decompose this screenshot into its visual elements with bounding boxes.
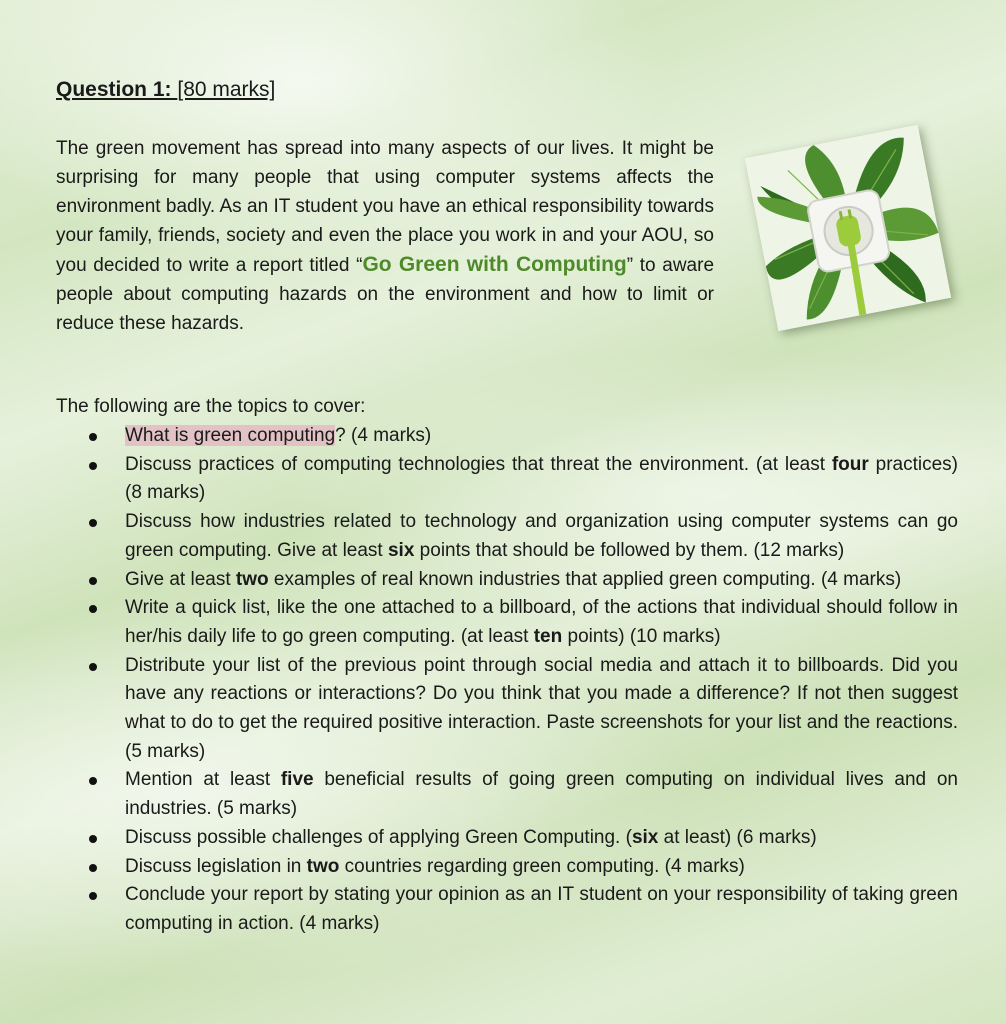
list-item-emphasis: four (831, 453, 869, 475)
list-item-text: points) (10 marks) (562, 625, 721, 647)
list-item (56, 824, 958, 853)
list-item-text: practices) (8 marks) (125, 453, 958, 504)
list-item (56, 422, 958, 451)
list-item-text: Write a quick list, like the one attached to a billboard, of the actions that individual should follow in her/his daily life to go green computing. (at least (125, 597, 958, 647)
report-title: Go Green with Computing (362, 253, 627, 276)
bullet-icon (89, 519, 97, 527)
list-item-text: Conclude your report by stating your opinion as an IT student on your responsibility of taking green computing in action. (4 marks) (125, 884, 958, 934)
list-item-text: examples of real known industries that applied green computing. (4 marks) (268, 568, 902, 590)
list-item (56, 566, 958, 595)
list-item-text: countries regarding green computing. (4 marks) (339, 855, 745, 877)
intro-paragraph (56, 134, 714, 338)
highlighted-text: What is green computing (125, 425, 336, 446)
bullet-icon (89, 892, 97, 900)
topics-label: The following are the topics to cover: (56, 396, 366, 417)
list-item (56, 508, 958, 565)
list-item (56, 652, 958, 767)
bullet-icon (89, 864, 97, 872)
list-item-text: Discuss legislation in (125, 855, 307, 877)
list-item (56, 594, 958, 651)
document-page (56, 0, 958, 1024)
list-item-text: beneficial results of going green computing on individual lives and on industries. (5 marks) (125, 769, 958, 820)
green-plug-leaves-icon (745, 125, 951, 331)
question-title: Question 1: (56, 78, 172, 101)
green-computing-image (745, 125, 951, 331)
list-item-text: points that should be followed by them. (12 marks) (414, 539, 845, 561)
list-item-emphasis: two (235, 568, 269, 590)
list-item-text: Discuss practices of computing technologies that threat the environment. (at least (125, 453, 832, 475)
bullet-icon (89, 777, 97, 785)
list-item (56, 881, 958, 938)
list-item (56, 766, 958, 823)
list-item-emphasis: six (631, 826, 659, 848)
question-heading (56, 76, 275, 104)
list-item-emphasis: five (280, 769, 314, 791)
bullet-icon (89, 835, 97, 843)
list-item-text: Discuss how industries related to technology and organization using computer systems can go green computing. Give at least (125, 511, 958, 561)
list-item-emphasis: ten (533, 625, 563, 647)
question-marks: [80 marks] (177, 78, 276, 101)
list-item-text: at least) (6 marks) (658, 826, 817, 848)
topic-list (56, 422, 958, 939)
list-item-text: Distribute your list of the previous point through social media and attach it to billboards. Did you have any reactions or interactions? Do you think that you made a difference? If not then suggest what to do to get the required positive interaction. Paste screenshots for your list and the reactions. (5 marks) (125, 654, 958, 762)
bullet-icon (89, 462, 97, 470)
list-item (56, 853, 958, 882)
bullet-icon (89, 577, 97, 585)
list-item-text: Give at least (125, 568, 236, 590)
list-item-emphasis: two (306, 855, 340, 877)
list-item-text: Mention at least (125, 769, 281, 791)
intro-text-after: ” to aware people about computing hazards on the environment and how to limit or reduce these hazards. (56, 255, 715, 334)
list-item-emphasis: six (387, 539, 415, 561)
bullet-icon (89, 663, 97, 671)
list-item (56, 451, 958, 508)
bullet-icon (89, 433, 97, 441)
bullet-icon (89, 605, 97, 613)
intro-text-before: The green movement has spread into many aspects of our lives. It might be surprising for many people that using computer systems affects the environment badly. As an IT student you have an ethical responsibility towards your family, friends, society and even the place you work in and your AOU, so you decided to write a report titled “ (56, 138, 714, 276)
list-item-text: ? (4 marks) (335, 425, 432, 446)
list-item-text: Discuss possible challenges of applying Green Computing. ( (125, 826, 632, 848)
